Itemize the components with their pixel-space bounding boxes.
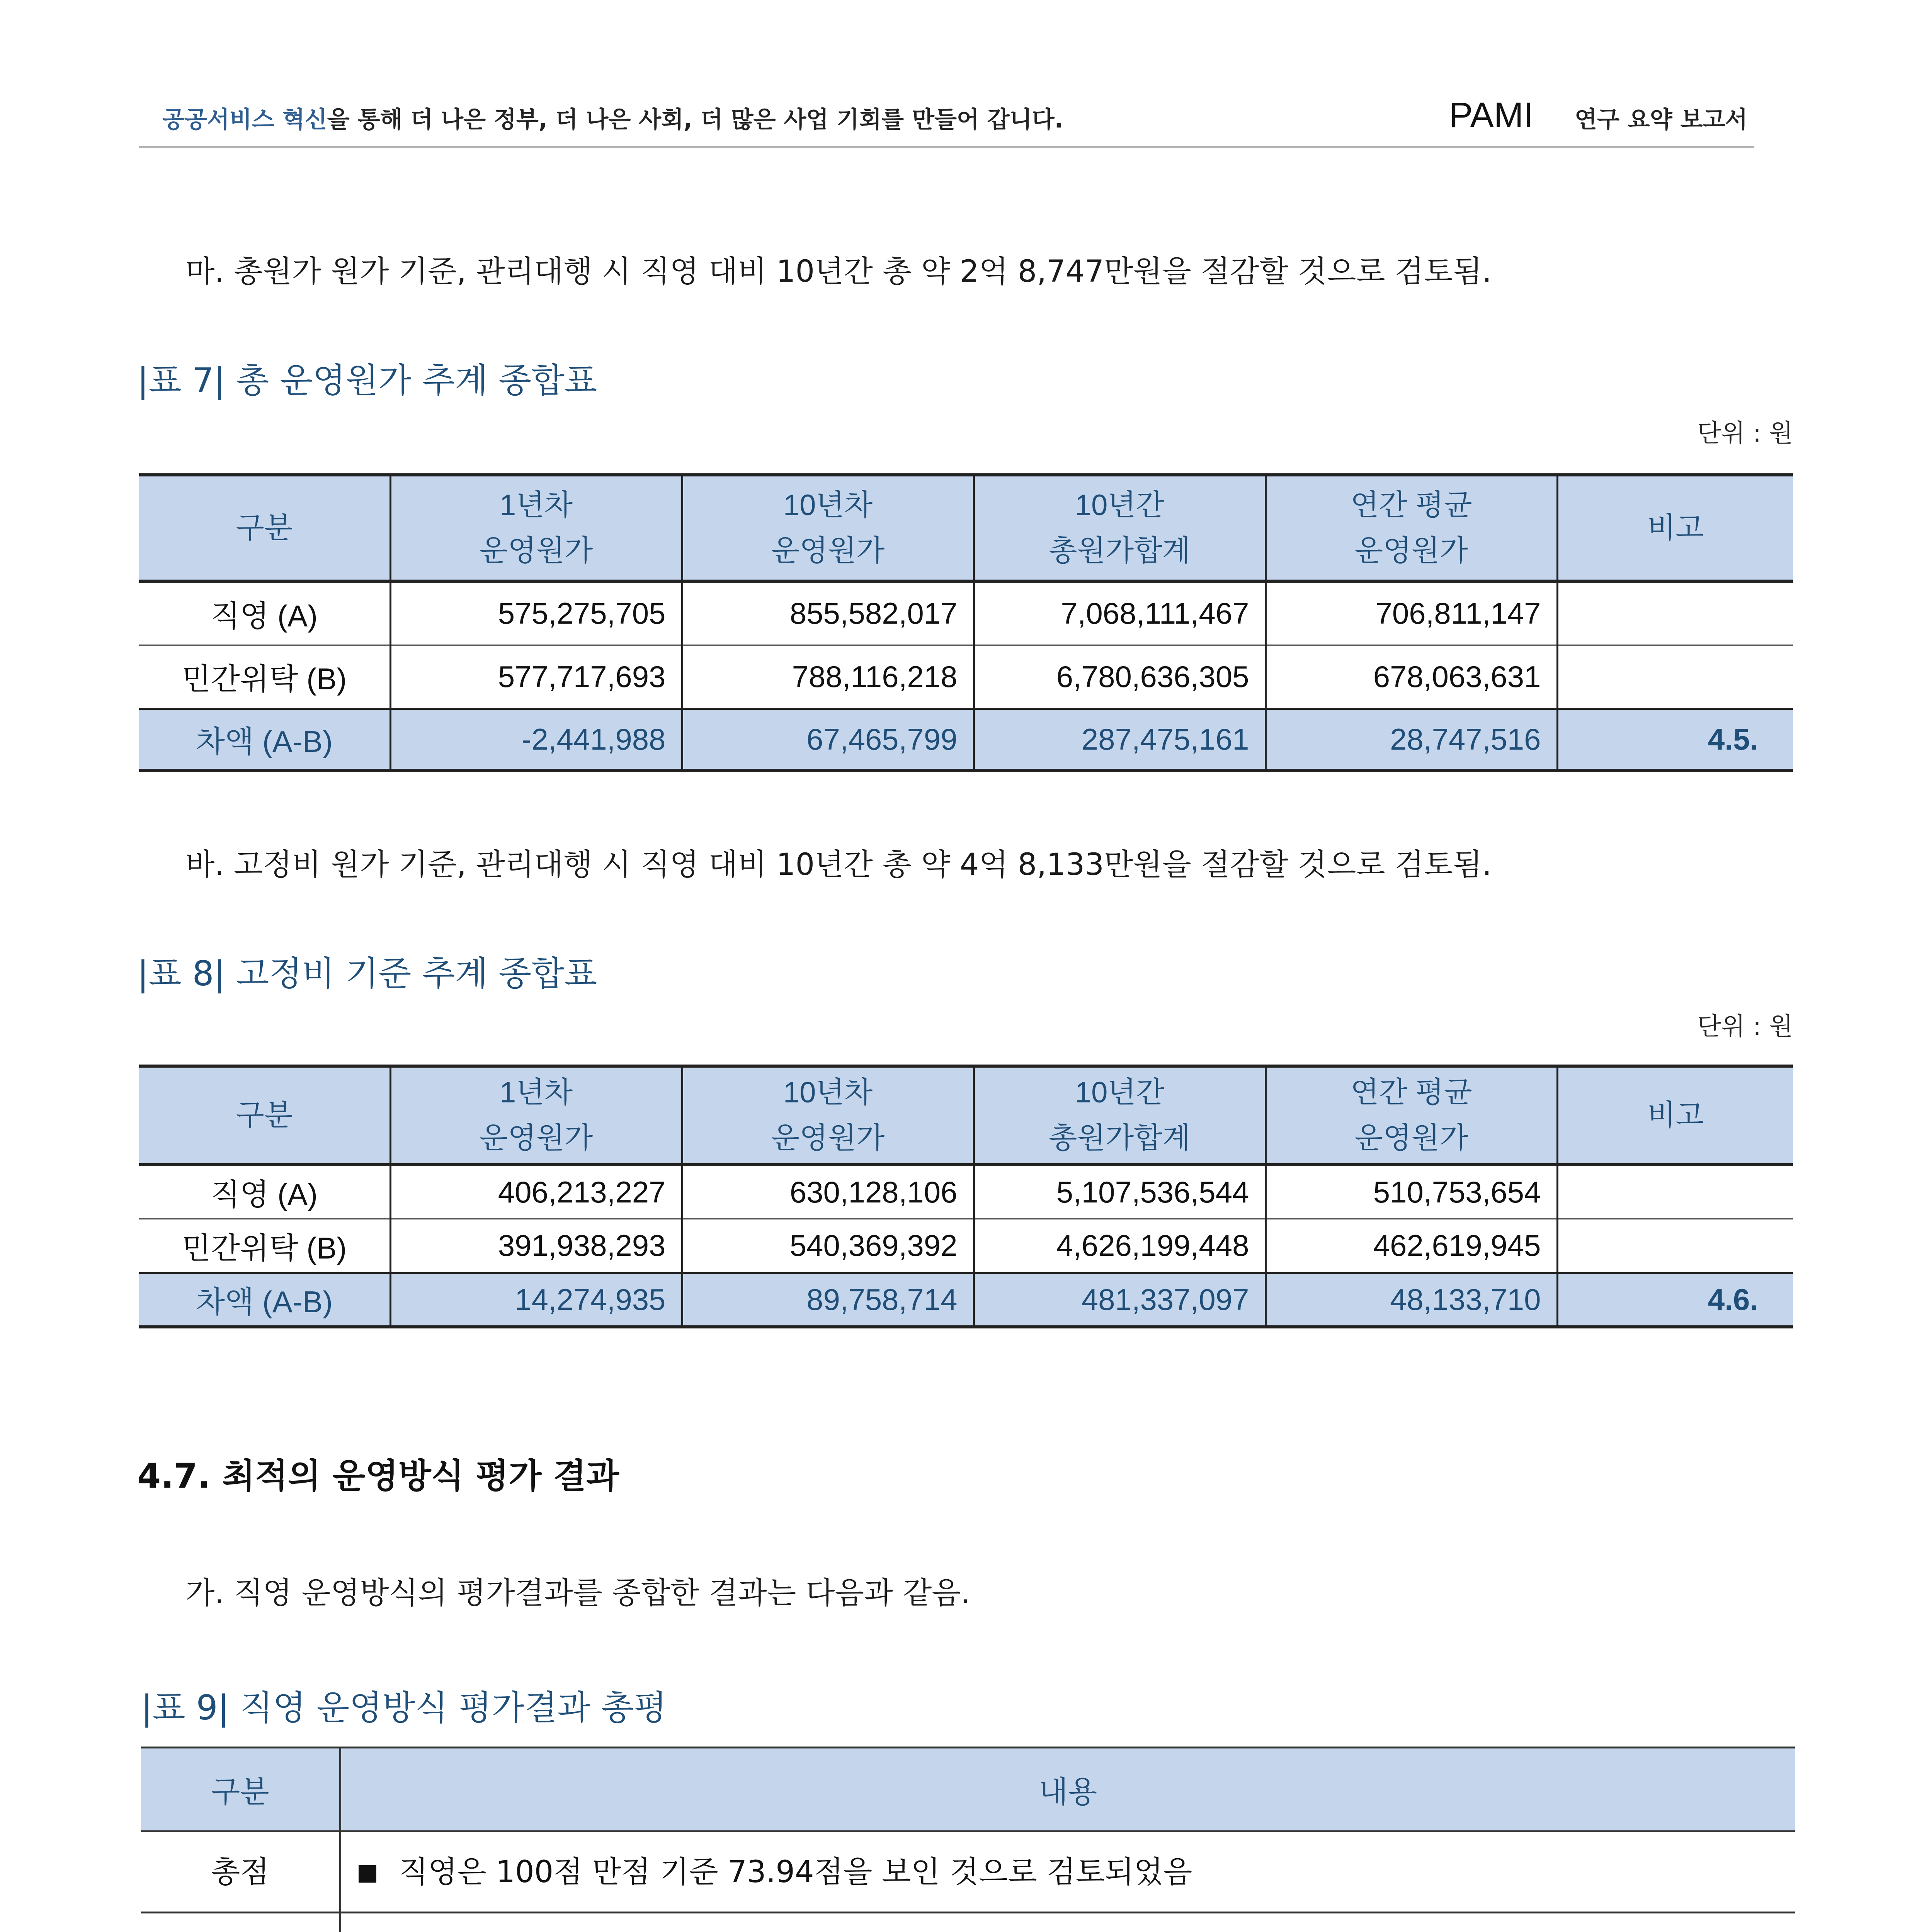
header-brand: PAMI [1449,95,1534,135]
table-row [139,1219,1793,1273]
header-report-label: 연구 요약 보고서 [1575,106,1748,133]
row-label: 민간위탁 (B) [139,1219,390,1273]
row-label: 직영 (A) [139,581,390,645]
cell-value: 462,619,945 [1266,1219,1557,1273]
row-label: 총점 [141,1832,340,1913]
table7-header-cell: 1년차 운영원가 [390,475,682,581]
cell-note [1557,645,1793,709]
table7-header-cell: 연간 평균 운영원가 [1266,475,1557,581]
table8-caption: |표 8| 고정비 기준 추계 종합표 [137,954,597,993]
cell-value: 391,938,293 [390,1219,682,1273]
cell-note [1557,1165,1793,1219]
table9 [141,1747,1795,1932]
table7-header-cell: 비고 [1557,475,1793,581]
header-slogan [162,101,1063,134]
table8-header-cell: 1년차 운영원가 [390,1066,682,1165]
cell-value: 287,475,161 [974,709,1266,770]
cell-note [1557,1219,1793,1273]
cell-note: 4.6. [1557,1273,1793,1327]
cell-note [1557,581,1793,645]
table7-header-cell: 구분 [139,475,390,581]
cell-value: 678,063,631 [1266,645,1557,709]
cell-value: 7,068,111,467 [974,581,1266,645]
table7-caption: |표 7| 총 운영원가 추계 종합표 [137,361,597,400]
row-label: 차액 (A-B) [139,1273,390,1327]
table-row [139,1165,1793,1219]
table9-caption: |표 9| 직영 운영방식 평가결과 총평 [141,1688,667,1728]
table8-header-cell: 비고 [1557,1066,1793,1165]
cell-value: 540,369,392 [682,1219,974,1273]
cell-value: 89,758,714 [682,1273,974,1327]
cell-note: 4.5. [1557,709,1793,770]
table-row-difference [139,1273,1793,1327]
cell-value: 630,128,106 [682,1165,974,1219]
slogan-highlight: 공공서비스 혁신 [162,106,327,133]
table8 [139,1065,1793,1328]
cell-value: 48,133,710 [1266,1273,1557,1327]
cell-value: -2,441,988 [390,709,682,770]
table8-header-row [139,1066,1793,1165]
cell-value: 577,717,693 [390,645,682,709]
cell-value: 855,582,017 [682,581,974,645]
cell-value: 28,747,516 [1266,709,1557,770]
row-content [340,1913,1795,1932]
row-content: ■ 직영은 100점 만점 기준 73.94점을 보인 것으로 검토되었음 [340,1832,1795,1913]
table9-header-content: 내용 [340,1748,1795,1832]
table7-header-cell: 10년차 운영원가 [682,475,974,581]
table-row-difference [139,709,1793,770]
row-label [141,1913,340,1932]
bullet-icon: ■ [356,1858,379,1886]
table9-header-row [141,1748,1795,1832]
cell-value: 14,274,935 [390,1273,682,1327]
row-label: 차액 (A-B) [139,709,390,770]
slogan-text: 을 통해 더 나은 정부, 더 나은 사회, 더 많은 사업 기회를 만들어 갑니다. [327,106,1063,133]
table-row [139,645,1793,709]
table8-header-cell: 10년차 운영원가 [682,1066,974,1165]
cell-value: 4,626,199,448 [974,1219,1266,1273]
paragraph-ma: 마. 총원가 원가 기준, 관리대행 시 직영 대비 10년간 총 약 2억 8,747만원을 절감할 것으로 검토됨. [185,254,1492,289]
table7-unit: 단위 : 원 [1697,419,1793,448]
table7-header-row [139,475,1793,581]
cell-value: 481,337,097 [974,1273,1266,1327]
row-label: 민간위탁 (B) [139,645,390,709]
table-row [141,1913,1795,1932]
cell-value: 6,780,636,305 [974,645,1266,709]
cell-value: 575,275,705 [390,581,682,645]
cell-value: 510,753,654 [1266,1165,1557,1219]
cell-value: 406,213,227 [390,1165,682,1219]
cell-value: 67,465,799 [682,709,974,770]
header-divider [139,146,1754,148]
table7 [139,473,1793,772]
section-title: 4.7. 최적의 운영방식 평가 결과 [137,1456,619,1496]
row-label: 직영 (A) [139,1165,390,1219]
paragraph-ba: 바. 고정비 원가 기준, 관리대행 시 직영 대비 10년간 총 약 4억 8,133만원을 절감할 것으로 검토됨. [185,847,1492,882]
table-row [139,581,1793,645]
cell-value: 5,107,536,544 [974,1165,1266,1219]
paragraph-ga: 가. 직영 운영방식의 평가결과를 종합한 결과는 다음과 같음. [185,1576,971,1611]
table8-header-cell: 연간 평균 운영원가 [1266,1066,1557,1165]
table7-header-cell: 10년간 총원가합계 [974,475,1266,581]
cell-value: 706,811,147 [1266,581,1557,645]
table9-header-category: 구분 [141,1748,340,1832]
table-row [141,1832,1795,1913]
table8-unit: 단위 : 원 [1697,1012,1793,1041]
table8-header-cell: 구분 [139,1066,390,1165]
table8-header-cell: 10년간 총원가합계 [974,1066,1266,1165]
cell-value: 788,116,218 [682,645,974,709]
